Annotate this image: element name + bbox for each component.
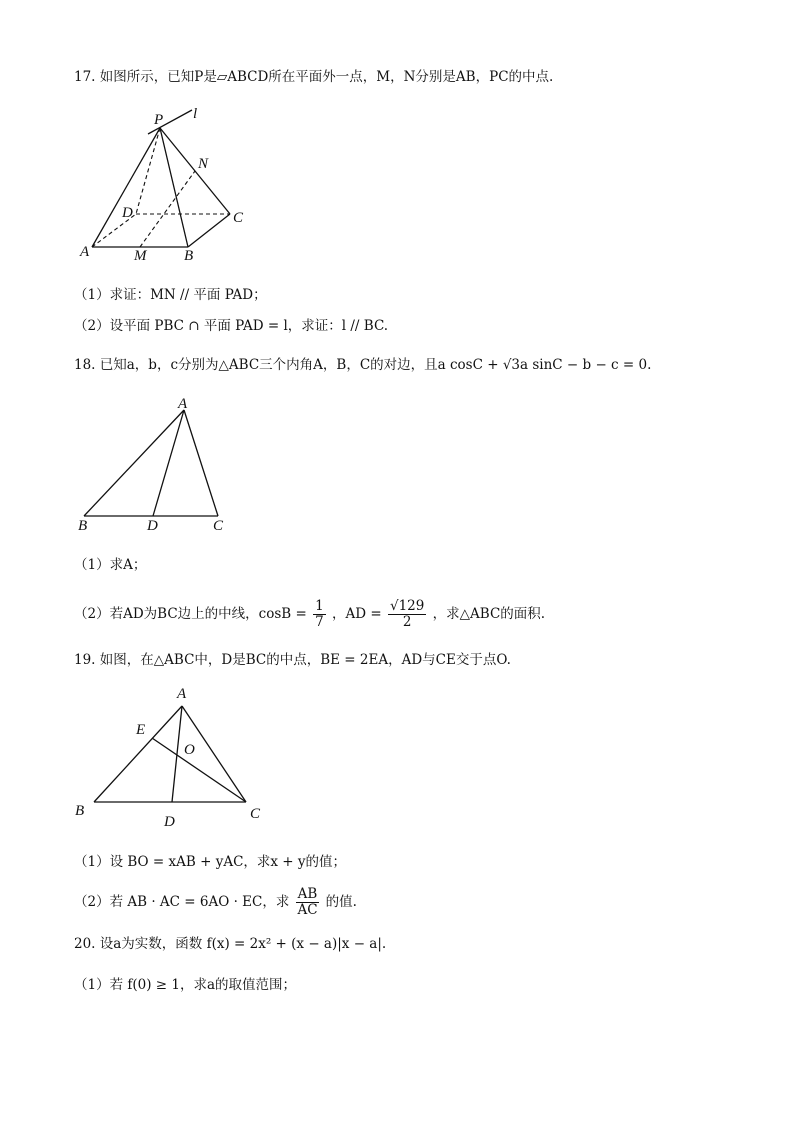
q19-triangle-figure xyxy=(70,680,270,830)
q17-stem: 17. 如图所示，已知P是▱ABCD所在平面外一点，M，N分别是AB，PC的中点. xyxy=(74,69,554,85)
ad-denominator: 2 xyxy=(402,614,412,630)
q19-part2-prefix: （2）若 AB · AC = 6AO · EC，求 xyxy=(74,894,290,910)
label-M: M xyxy=(134,248,147,264)
ratio-denominator: AC xyxy=(297,902,318,918)
label-A: A xyxy=(80,244,90,260)
label-C: C xyxy=(233,210,244,226)
label-C: C xyxy=(250,806,261,822)
label-B: B xyxy=(184,248,194,264)
label-A: A xyxy=(177,686,187,702)
label-D: D xyxy=(147,518,158,534)
q20-stem: 20. 设a为实数，函数 f(x) = 2x² + (x − a)|x − a|. xyxy=(74,936,387,952)
ad-fraction xyxy=(388,599,426,630)
q19-part2-suffix: 的值. xyxy=(325,894,357,910)
ad-numerator: √129 xyxy=(389,598,425,614)
q19-stem: 19. 如图，在△ABC中，D是BC的中点，BE = 2EA，AD与CE交于点O. xyxy=(74,652,511,668)
label-B: B xyxy=(78,518,88,534)
cos-fraction xyxy=(313,599,326,630)
cos-numerator: 1 xyxy=(315,598,324,614)
q17-part2: （2）设平面 PBC ∩ 平面 PAD = l，求证：l // BC. xyxy=(74,318,389,334)
label-C: C xyxy=(213,518,224,534)
q19-part2 xyxy=(74,884,357,920)
q18-part1: （1）求A； xyxy=(74,557,147,573)
q17-part1: （1）求证：MN // 平面 PAD； xyxy=(74,287,267,303)
label-O: O xyxy=(184,742,195,758)
ad-prefix: ，AD = xyxy=(332,606,382,622)
q20-part1: （1）若 f(0) ≥ 1，求a的取值范围； xyxy=(74,977,297,993)
q18-stem: 18. 已知a，b，c分别为△ABC三个内角A，B，C的对边，且a cosC + √3a sinC − b − c = 0. xyxy=(74,357,652,373)
label-E: E xyxy=(136,722,146,738)
q18-triangle-figure xyxy=(70,392,240,537)
label-A: A xyxy=(178,396,188,412)
label-l: l xyxy=(193,106,198,122)
ratio-fraction xyxy=(296,887,320,918)
q17-pyramid-figure xyxy=(70,100,260,270)
label-B: B xyxy=(75,803,85,819)
label-D: D xyxy=(122,205,133,221)
q18-part2 xyxy=(74,596,545,632)
label-D: D xyxy=(164,814,175,830)
label-P: P xyxy=(154,112,164,128)
label-N: N xyxy=(198,156,209,172)
q18-part2-suffix: ，求△ABC的面积. xyxy=(432,606,546,622)
q19-part1: （1）设 BO = xAB + yAC，求x + y的值； xyxy=(74,854,347,870)
q18-part2-prefix: （2）若AD为BC边上的中线，cosB = xyxy=(74,606,307,622)
cos-denominator: 7 xyxy=(315,614,324,630)
ratio-numerator: AB xyxy=(297,886,318,902)
